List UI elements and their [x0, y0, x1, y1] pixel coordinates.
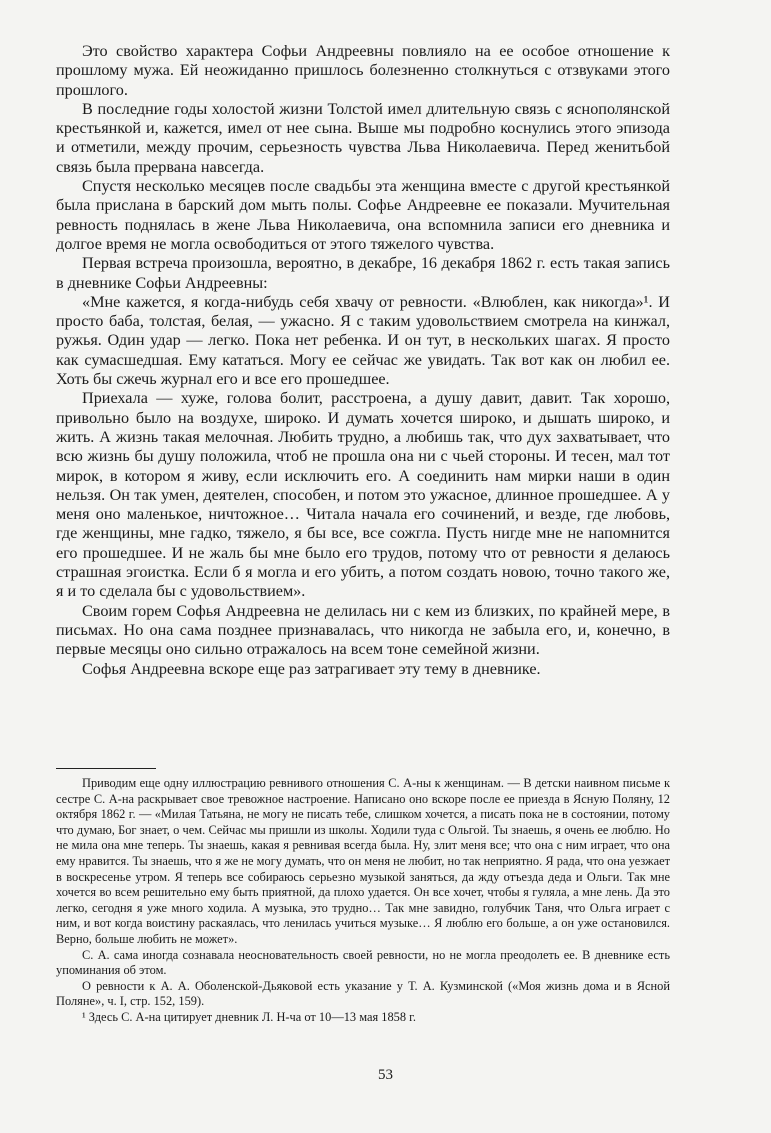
- paragraph: Первая встреча произошла, вероятно, в декабре, 16 декабря 1862 г. есть такая запись в дневнике Софьи Андреевны:: [56, 254, 670, 292]
- footnotes: [56, 776, 670, 1026]
- footnote-divider: [56, 768, 156, 769]
- diary-quote-paragraph: «Мне кажется, я когда-нибудь себя хвачу от ревности. «Влюблен, как никогда»¹. И просто баба, толстая, белая, — ужасно. Я с таким удовольствием смотрела на кинжал, ружья. Один удар — легко. Пока нет ребенка. И он тут, в нескольких шагах. Я просто как сумасшедшая. Ему кататься. Могу ее сейчас же увидать. Так вот как он любил ее. Хоть бы сжечь журнал его и все его прошедшее.: [56, 292, 670, 389]
- paragraph: Софья Андреевна вскоре еще раз затрагивает эту тему в дневнике.: [82, 659, 541, 678]
- main-text: [56, 42, 670, 679]
- paragraph: Спустя несколько месяцев после свадьбы эта женщина вместе с другой крестьянкой была прислана в барский дом мыть полы. Софье Андреевне ее показали. Мучительная ревность поднялась в жене Льва Николаевича, она вспомнила записи его дневника и долгое время не могла освободиться от этого тяжелого чувства.: [56, 177, 670, 253]
- footnote: С. А. сама иногда сознавала неосновательность своей ревности, но не могла преодолеть ее. В дневнике есть упоминания об этом.: [56, 947, 670, 978]
- page-number: 53: [378, 1067, 393, 1083]
- paragraph: Это свойство характера Софьи Андреевны повлияло на ее особое отношение к прошлому мужа. Ей неожиданно пришлось болезненно столкнуться с отзвуками этого прошлого.: [56, 42, 670, 99]
- footnote: О ревности к А. А. Оболенской-Дьяковой есть указание у Т. А. Кузминской («Моя жизнь дома и в Ясной Поляне», ч. I, стр. 152, 159).: [56, 978, 670, 1009]
- paragraph: В последние годы холостой жизни Толстой имел длительную связь с яснополянской крестьянкой и, кажется, имел от нее сына. Выше мы подробно коснулись этого эпизода и отметили, между прочим, серьезность чувства Льва Николаевича. Перед женитьбой связь была прервана навсегда.: [56, 99, 670, 176]
- footnote: Приводим еще одну иллюстрацию ревнивого отношения С. А-ны к женщинам. — В детски наивном письме к сестре С. А-на раскрывает свое тревожное настроение. Написано оно вскоре после ее приезда в Ясную Поляну, 12 октября 1862 г. — «Милая Татьяна, не могу не писать тебе, слишком хочется, а писать пока не в состоянии, потому что думаю, Бог знает, о чем. Сейчас мы пришли из школы. Ходили туда с Ольгой. Ты знаешь, я очень ее люблю. Но не мила она мне теперь. Ты знаешь, какая я ревнивая всегда была. Ну, злит меня все; что она с ним играет, что она ему нравится. Ты знаешь, что я же не могу думать, что он меня не любит, но так неприятно. Я рада, что она уезжает в воскресенье утром. Я теперь все собираюсь серьезно музыкой заняться, да жду отъезда деда и Ольги. Так мне хочется во всем решительно ему быть приятной, да плохо удается. Он все хочет, чтобы я гуляла, а мне лень. Да это легко, сегодня я уже много ходила. А музыка, это трудно… Так мне завидно, голубчик Таня, что Ольга играет с ним, и вот когда воистину раскаялась, что ленилась учиться музыке… Я люблю его больше, а он уже остановился. Верно, больше любить не может».: [56, 776, 670, 946]
- diary-quote-paragraph: Приехала — хуже, голова болит, расстроена, а душу давит, давит. Так хорошо, привольно было на воздухе, широко. И думать хочется широко, и дышать широко, и жить. А жизнь такая мелочная. Любить трудно, а любишь так, что дух захватывает, что всю жизнь бы душу положила, чтоб не прошла она ни с чьей стороны. И тесен, мал тот мирок, в котором я живу, если исключить его. А соединить нам мирки наши в один нельзя. Он так умен, деятелен, способен, и потом это ужасное, длинное прошедшее. А у меня оно маленькое, ничтожное… Читала начала его сочинений, и везде, где любовь, где женщины, мне гадко, тяжело, я бы все, все сожгла. Пусть нигде мне не напомнится его прошедшее. И не жаль бы мне было его трудов, потому что от ревности я делаюсь страшная эгоистка. Если б я могла и его убить, а потом создать новою, точно такого же, я и то сделала бы с удовольствием».: [56, 389, 670, 601]
- footnote: ¹ Здесь С. А-на цитирует дневник Л. Н-ча от 10—13 мая 1858 г.: [82, 1009, 416, 1024]
- paragraph: Своим горем Софья Андреевна не делилась ни с кем из близких, по крайней мере, в письмах. Но она сама позднее признавалась, что никогда не забыла его, и, конечно, в первые месяцы оно сильно отражалось на всем тоне семейной жизни.: [56, 601, 670, 659]
